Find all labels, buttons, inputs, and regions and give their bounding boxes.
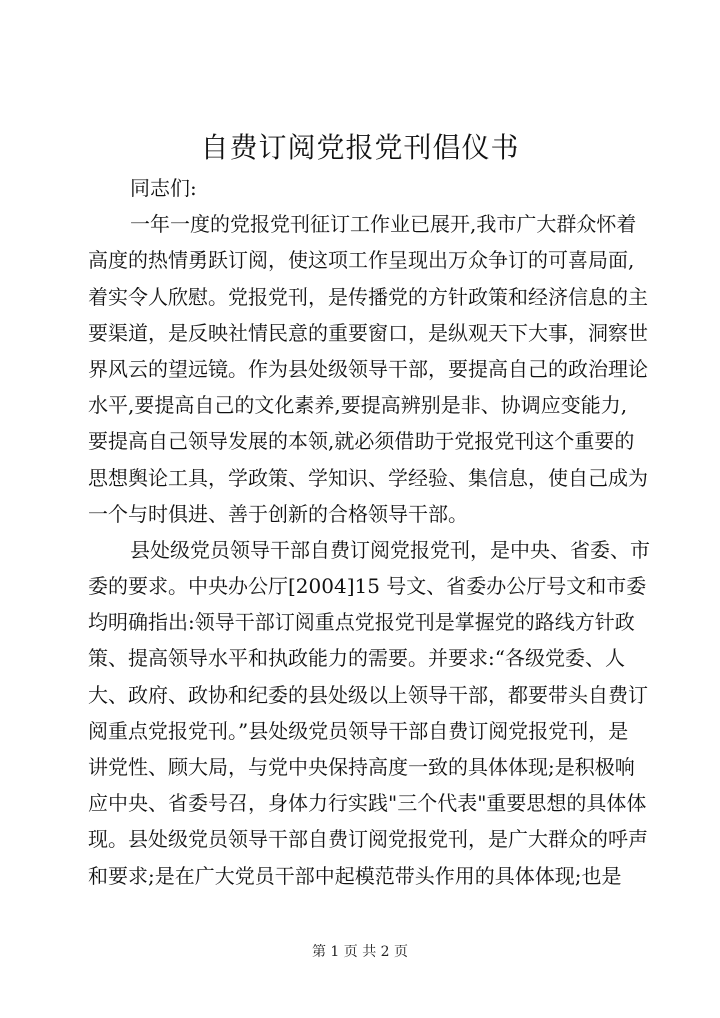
paragraph-line: 县处级党员领导干部自费订阅党报党刊，是中央、省委、市 [130, 537, 650, 562]
paragraph-line: 一年一度的党报党刊征订工作业已展开,我市广大群众怀着 [130, 212, 637, 237]
paragraph-line: 高度的热情勇跃订阅，使这项工作呈现出万众争订的可喜局面, [88, 248, 635, 273]
paragraph-line: 阅重点党报党刊。”县处级党员领导干部自费订阅党报党刊，是 [88, 718, 629, 743]
document-body [88, 170, 650, 894]
paragraph-line: 着实令人欣慰。党报党刊，是传播党的方针政策和经济信息的主 [88, 284, 648, 309]
paragraph-line: 讲党性、顾大局，与党中央保持高度一致的具体体现;是积极响 [88, 755, 635, 779]
paragraph-line: 大、政府、政协和纪委的县处级以上领导干部，都要带头自费订 [88, 682, 648, 707]
page-footer: 第 1 页 共 2 页 [311, 944, 409, 960]
paragraph-line: 现。县处级党员领导干部自费订阅党报党刊，是广大群众的呼声 [88, 827, 648, 852]
paragraph-line: 要渠道，是反映社情民意的重要窗口，是纵观天下大事，洞察世 [88, 320, 648, 345]
paragraph-line: 一个与时俱进、善于创新的合格领导干部。 [88, 501, 468, 526]
paragraph-line: 界风云的望远镜。作为县处级领导干部，要提高自己的政治理论 [88, 356, 648, 381]
paragraph-line: 委的要求。中央办公厅[2004]15 号文、省委办公厅号文和市委 [88, 574, 647, 599]
document-title: 自费订阅党报党刊倡仪书 [200, 131, 520, 164]
paragraph-line: 和要求;是在广大党员干部中起模范带头作用的具体体现;也是 [88, 863, 622, 888]
paragraph-line: 应中央、省委号召，身体力行实践"三个代表"重要思想的具体体 [88, 791, 647, 816]
paragraph-line: 水平,要提高自己的文化素养,要提高辨别是非、协调应变能力, [88, 393, 628, 418]
paragraph-line: 思想舆论工具，学政策、学知识、学经验、集信息，使自己成为 [88, 465, 648, 490]
salutation: 同志们: [130, 176, 197, 200]
paragraph-line: 策、提高领导水平和执政能力的需要。并要求:“各级党委、人 [88, 646, 625, 671]
paragraph-line: 均明确指出:领导干部订阅重点党报党刊是掌握党的路线方针政 [88, 610, 635, 635]
paragraph-line: 要提高自己领导发展的本领,就必须借助于党报党刊这个重要的 [88, 429, 635, 454]
